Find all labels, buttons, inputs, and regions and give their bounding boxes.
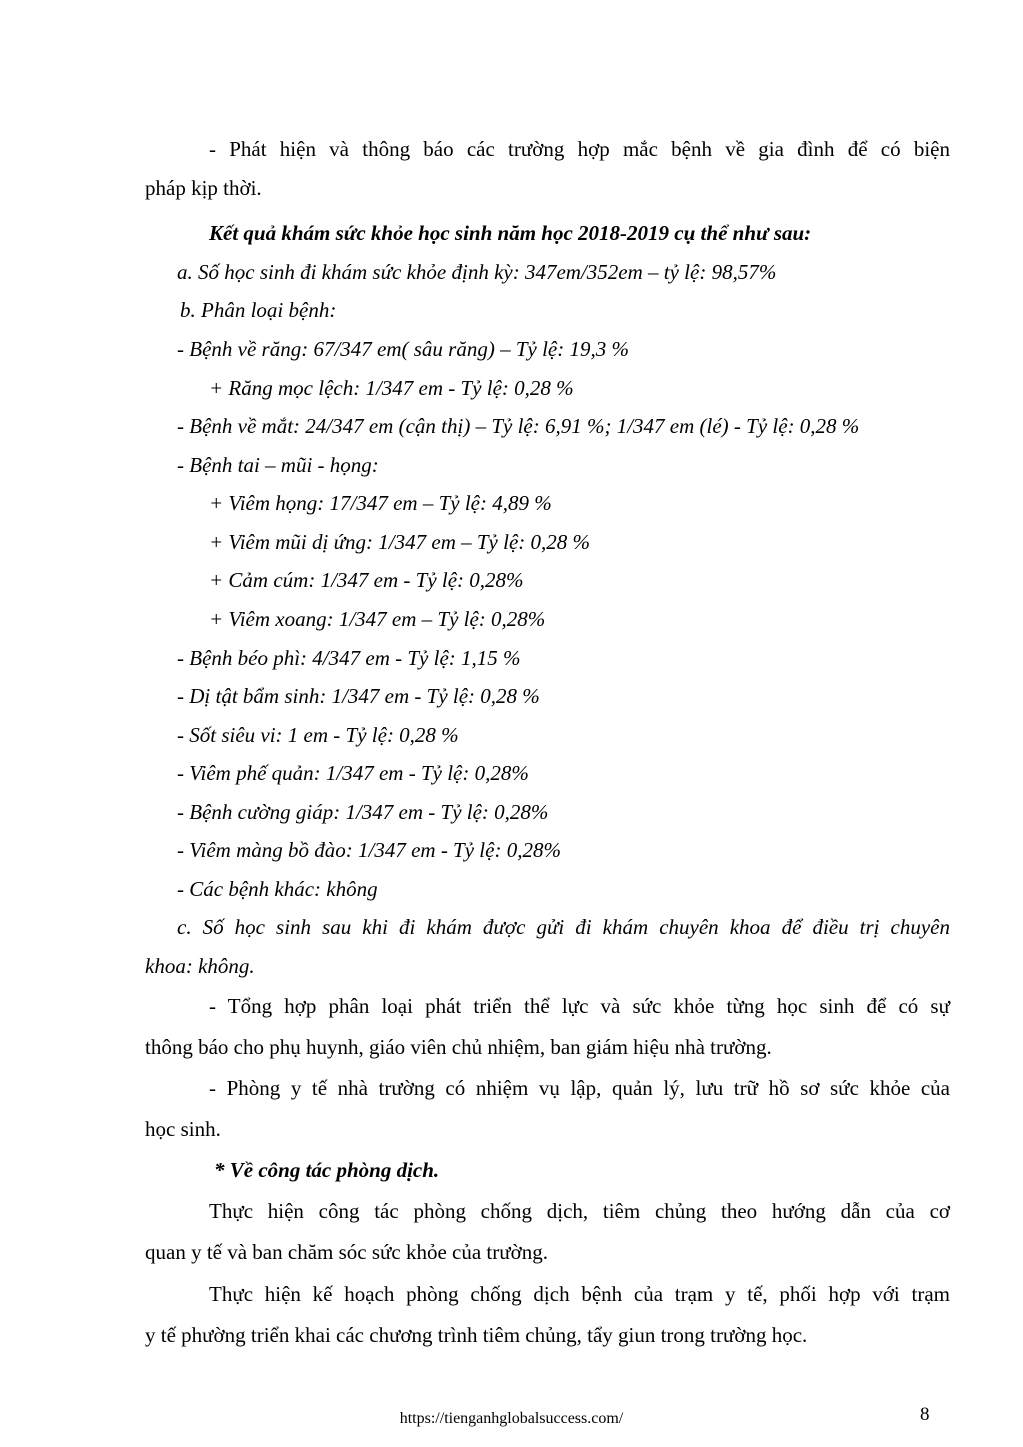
list-subitem: + Viêm xoang: 1/347 em – Tỷ lệ: 0,28% <box>209 607 546 631</box>
list-item: - Bệnh tai – mũi - họng: <box>177 453 379 477</box>
list-subitem: + Viêm họng: 17/347 em – Tỷ lệ: 4,89 % <box>209 491 552 515</box>
section-heading: * Về công tác phòng dịch. <box>214 1158 440 1182</box>
paragraph-line: Thực hiện công tác phòng chống dịch, tiêm chủng theo hướng dẫn của cơ <box>209 1199 950 1223</box>
list-item: - Sốt siêu vi: 1 em - Tỷ lệ: 0,28 % <box>177 723 459 747</box>
list-subitem: + Cảm cúm: 1/347 em - Tỷ lệ: 0,28% <box>209 568 524 592</box>
list-item: - Bệnh béo phì: 4/347 em - Tỷ lệ: 1,15 % <box>177 646 521 670</box>
section-heading: Kết quả khám sức khỏe học sinh năm học 2018-2019 cụ thể như sau: <box>209 221 812 245</box>
list-item-continuation: khoa: không. <box>145 954 255 978</box>
list-item: - Bệnh về mắt: 24/347 em (cận thị) – Tỷ lệ: 6,91 %; 1/347 em (lé) - Tỷ lệ: 0,28 % <box>177 414 860 438</box>
paragraph-line: - Phòng y tế nhà trường có nhiệm vụ lập, quản lý, lưu trữ hồ sơ sức khỏe của <box>209 1076 950 1100</box>
paragraph-line: quan y tế và ban chăm sóc sức khỏe của trường. <box>145 1240 548 1264</box>
paragraph-line: pháp kịp thời. <box>145 176 262 200</box>
page-number: 8 <box>920 1404 930 1425</box>
list-item: - Dị tật bẩm sinh: 1/347 em - Tỷ lệ: 0,28 % <box>177 684 540 708</box>
footer-url[interactable]: https://tienganhglobalsuccess.com/ <box>399 1410 624 1427</box>
list-subitem: + Viêm mũi dị ứng: 1/347 em – Tỷ lệ: 0,28 % <box>209 530 591 554</box>
paragraph-line: học sinh. <box>145 1117 221 1141</box>
paragraph-line: Thực hiện kế hoạch phòng chống dịch bệnh của trạm y tế, phối hợp với trạm <box>209 1282 950 1306</box>
list-item: - Bệnh về răng: 67/347 em( sâu răng) – Tỷ lệ: 19,3 % <box>177 337 629 361</box>
list-item: - Viêm màng bồ đào: 1/347 em - Tỷ lệ: 0,28% <box>177 838 561 862</box>
paragraph-line: y tế phường triển khai các chương trình tiêm chủng, tẩy giun trong trường học. <box>145 1323 808 1347</box>
paragraph-line: - Phát hiện và thông báo các trường hợp mắc bệnh về gia đình để có biện <box>209 137 950 161</box>
list-item: - Viêm phế quản: 1/347 em - Tỷ lệ: 0,28% <box>177 761 529 785</box>
list-item: c. Số học sinh sau khi đi khám được gửi đi khám chuyên khoa để điều trị chuyên <box>177 915 950 939</box>
list-item: - Các bệnh khác: không <box>177 877 378 901</box>
list-item: - Bệnh cường giáp: 1/347 em - Tỷ lệ: 0,28% <box>177 800 549 824</box>
list-item: b. Phân loại bệnh: <box>180 298 337 322</box>
list-item: a. Số học sinh đi khám sức khỏe định kỳ: 347em/352em – tỷ lệ: 98,57% <box>177 260 777 284</box>
paragraph-line: thông báo cho phụ huynh, giáo viên chủ nhiệm, ban giám hiệu nhà trường. <box>145 1035 772 1059</box>
paragraph-line: - Tổng hợp phân loại phát triển thể lực và sức khỏe từng học sinh để có sự <box>209 994 950 1018</box>
list-subitem: + Răng mọc lệch: 1/347 em - Tỷ lệ: 0,28 % <box>209 376 574 400</box>
